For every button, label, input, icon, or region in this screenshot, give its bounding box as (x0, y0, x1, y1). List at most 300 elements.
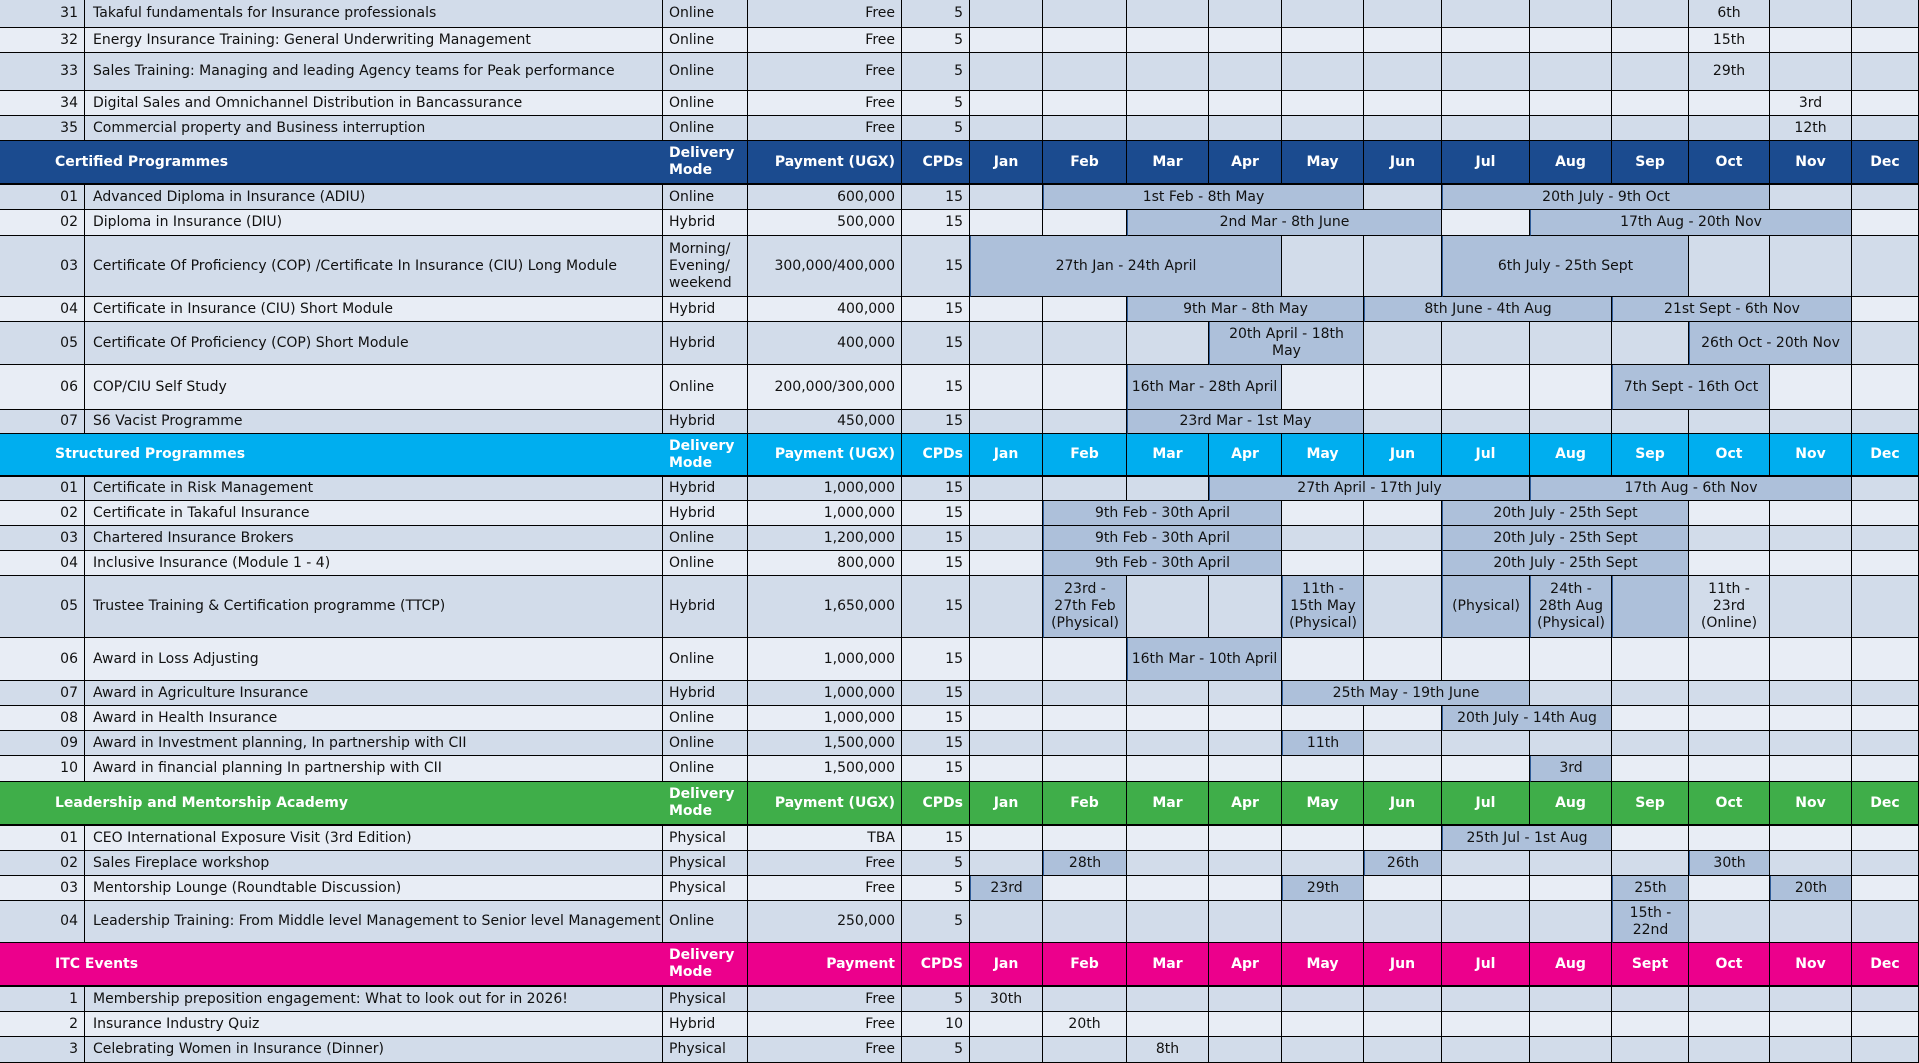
schedule-date-range[interactable] (1043, 1012, 1127, 1037)
schedule-empty-cell[interactable] (1530, 1037, 1612, 1063)
schedule-empty-cell[interactable] (1770, 1037, 1852, 1063)
schedule-empty-cell[interactable] (1364, 756, 1442, 782)
schedule-empty-cell[interactable] (1364, 1012, 1442, 1037)
schedule-empty-cell[interactable] (1209, 681, 1282, 706)
schedule-empty-cell[interactable] (1043, 706, 1127, 731)
schedule-empty-cell[interactable] (1364, 322, 1442, 365)
schedule-empty-cell[interactable] (1770, 576, 1852, 638)
schedule-empty-cell[interactable] (1043, 0, 1127, 28)
schedule-empty-cell[interactable] (1612, 322, 1689, 365)
schedule-empty-cell[interactable] (1364, 551, 1442, 576)
schedule-empty-cell[interactable] (1770, 526, 1852, 551)
schedule-date-range[interactable] (1442, 826, 1612, 851)
schedule-empty-cell[interactable] (1364, 576, 1442, 638)
programme-name[interactable] (85, 322, 663, 365)
schedule-date-range[interactable] (1689, 322, 1852, 365)
schedule-date-range[interactable] (1282, 876, 1364, 901)
schedule-empty-cell[interactable] (1689, 551, 1770, 576)
schedule-empty-cell[interactable] (1364, 731, 1442, 756)
schedule-empty-cell[interactable] (1852, 706, 1919, 731)
schedule-empty-cell[interactable] (1282, 901, 1364, 943)
schedule-empty-cell[interactable] (970, 706, 1043, 731)
schedule-empty-cell[interactable] (1689, 826, 1770, 851)
schedule-empty-cell[interactable] (1852, 551, 1919, 576)
schedule-empty-cell[interactable] (1282, 756, 1364, 782)
programme-name[interactable] (85, 551, 663, 576)
schedule-empty-cell[interactable] (1770, 638, 1852, 681)
programme-name[interactable] (85, 1012, 663, 1037)
schedule-empty-cell[interactable] (1364, 526, 1442, 551)
programme-name[interactable] (85, 1037, 663, 1063)
schedule-empty-cell[interactable] (1689, 116, 1770, 141)
schedule-empty-cell[interactable] (1770, 681, 1852, 706)
schedule-empty-cell[interactable] (1127, 756, 1209, 782)
schedule-empty-cell[interactable] (1442, 1037, 1530, 1063)
schedule-empty-cell[interactable] (1364, 53, 1442, 91)
schedule-empty-cell[interactable] (970, 1012, 1043, 1037)
schedule-date-range[interactable] (970, 987, 1043, 1012)
schedule-empty-cell[interactable] (1770, 987, 1852, 1012)
schedule-empty-cell[interactable] (1442, 28, 1530, 53)
schedule-empty-cell[interactable] (1612, 756, 1689, 782)
programme-name[interactable] (85, 410, 663, 434)
schedule-empty-cell[interactable] (1612, 410, 1689, 434)
schedule-empty-cell[interactable] (1770, 185, 1852, 210)
schedule-empty-cell[interactable] (1612, 987, 1689, 1012)
schedule-empty-cell[interactable] (1209, 731, 1282, 756)
schedule-empty-cell[interactable] (1612, 681, 1689, 706)
schedule-empty-cell[interactable] (1364, 901, 1442, 943)
schedule-empty-cell[interactable] (1689, 638, 1770, 681)
schedule-empty-cell[interactable] (1689, 901, 1770, 943)
schedule-empty-cell[interactable] (1127, 91, 1209, 116)
schedule-empty-cell[interactable] (1612, 706, 1689, 731)
programme-name[interactable] (85, 876, 663, 901)
schedule-empty-cell[interactable] (1209, 851, 1282, 876)
programme-name[interactable] (85, 297, 663, 322)
schedule-empty-cell[interactable] (970, 28, 1043, 53)
schedule-empty-cell[interactable] (1364, 185, 1442, 210)
schedule-empty-cell[interactable] (1689, 681, 1770, 706)
schedule-empty-cell[interactable] (1043, 876, 1127, 901)
schedule-empty-cell[interactable] (1770, 851, 1852, 876)
schedule-empty-cell[interactable] (1127, 116, 1209, 141)
schedule-empty-cell[interactable] (1209, 826, 1282, 851)
schedule-empty-cell[interactable] (1043, 116, 1127, 141)
schedule-date-range[interactable] (1043, 851, 1127, 876)
schedule-empty-cell[interactable] (1852, 0, 1919, 28)
schedule-empty-cell[interactable] (1127, 28, 1209, 53)
schedule-empty-cell[interactable] (1127, 1012, 1209, 1037)
schedule-empty-cell[interactable] (1209, 987, 1282, 1012)
schedule-empty-cell[interactable] (1852, 185, 1919, 210)
schedule-date-range[interactable] (1364, 297, 1612, 322)
schedule-empty-cell[interactable] (970, 116, 1043, 141)
schedule-empty-cell[interactable] (1127, 876, 1209, 901)
schedule-empty-cell[interactable] (1442, 876, 1530, 901)
programme-name[interactable] (85, 681, 663, 706)
schedule-date-range[interactable] (1530, 576, 1612, 638)
schedule-empty-cell[interactable] (1282, 526, 1364, 551)
schedule-date-range[interactable] (970, 876, 1043, 901)
schedule-date-range[interactable] (1442, 551, 1689, 576)
schedule-empty-cell[interactable] (1282, 706, 1364, 731)
schedule-date-range[interactable] (1530, 210, 1852, 236)
schedule-date-range[interactable] (1530, 756, 1612, 782)
schedule-empty-cell[interactable] (1043, 477, 1127, 501)
schedule-empty-cell[interactable] (1530, 53, 1612, 91)
schedule-empty-cell[interactable] (970, 731, 1043, 756)
schedule-empty-cell[interactable] (1127, 706, 1209, 731)
schedule-empty-cell[interactable] (1442, 0, 1530, 28)
schedule-empty-cell[interactable] (1612, 116, 1689, 141)
programme-name[interactable] (85, 0, 663, 28)
programme-name[interactable] (85, 91, 663, 116)
schedule-empty-cell[interactable] (1127, 53, 1209, 91)
schedule-empty-cell[interactable] (1530, 681, 1612, 706)
schedule-empty-cell[interactable] (1282, 28, 1364, 53)
schedule-empty-cell[interactable] (1612, 826, 1689, 851)
schedule-empty-cell[interactable] (1209, 0, 1282, 28)
schedule-empty-cell[interactable] (1127, 901, 1209, 943)
schedule-empty-cell[interactable] (1852, 851, 1919, 876)
schedule-empty-cell[interactable] (1770, 236, 1852, 297)
schedule-empty-cell[interactable] (1852, 53, 1919, 91)
schedule-empty-cell[interactable] (1852, 901, 1919, 943)
schedule-date-range[interactable] (1442, 526, 1689, 551)
schedule-date-range[interactable] (1689, 28, 1770, 53)
schedule-date-range[interactable] (1442, 236, 1689, 297)
programme-name[interactable] (85, 826, 663, 851)
schedule-date-range[interactable] (1442, 706, 1612, 731)
schedule-empty-cell[interactable] (1209, 876, 1282, 901)
schedule-empty-cell[interactable] (1282, 501, 1364, 526)
schedule-empty-cell[interactable] (1530, 638, 1612, 681)
schedule-empty-cell[interactable] (970, 681, 1043, 706)
schedule-empty-cell[interactable] (970, 851, 1043, 876)
schedule-empty-cell[interactable] (1612, 638, 1689, 681)
schedule-empty-cell[interactable] (1364, 1037, 1442, 1063)
schedule-date-range[interactable] (1689, 0, 1770, 28)
schedule-empty-cell[interactable] (1282, 638, 1364, 681)
schedule-empty-cell[interactable] (970, 576, 1043, 638)
schedule-empty-cell[interactable] (1209, 28, 1282, 53)
schedule-empty-cell[interactable] (970, 91, 1043, 116)
programme-name[interactable] (85, 756, 663, 782)
schedule-empty-cell[interactable] (1442, 731, 1530, 756)
schedule-empty-cell[interactable] (1612, 851, 1689, 876)
schedule-empty-cell[interactable] (1364, 706, 1442, 731)
schedule-empty-cell[interactable] (1770, 410, 1852, 434)
schedule-empty-cell[interactable] (1852, 826, 1919, 851)
schedule-empty-cell[interactable] (1043, 756, 1127, 782)
schedule-empty-cell[interactable] (1852, 297, 1919, 322)
programme-name[interactable] (85, 576, 663, 638)
schedule-empty-cell[interactable] (1282, 826, 1364, 851)
schedule-empty-cell[interactable] (1127, 576, 1209, 638)
schedule-empty-cell[interactable] (1043, 365, 1127, 410)
schedule-date-range[interactable] (970, 236, 1282, 297)
schedule-date-range[interactable] (1127, 210, 1442, 236)
schedule-empty-cell[interactable] (1209, 116, 1282, 141)
schedule-empty-cell[interactable] (1282, 116, 1364, 141)
schedule-empty-cell[interactable] (1852, 681, 1919, 706)
schedule-empty-cell[interactable] (1282, 551, 1364, 576)
schedule-date-range[interactable] (1442, 501, 1689, 526)
schedule-date-range[interactable] (1282, 576, 1364, 638)
programme-name[interactable] (85, 185, 663, 210)
schedule-empty-cell[interactable] (1442, 756, 1530, 782)
schedule-empty-cell[interactable] (1364, 28, 1442, 53)
schedule-empty-cell[interactable] (1530, 322, 1612, 365)
schedule-empty-cell[interactable] (970, 638, 1043, 681)
schedule-empty-cell[interactable] (1770, 53, 1852, 91)
schedule-date-range[interactable] (1770, 876, 1852, 901)
schedule-date-range[interactable] (1689, 576, 1770, 638)
schedule-empty-cell[interactable] (1770, 1012, 1852, 1037)
schedule-date-range[interactable] (1689, 851, 1770, 876)
schedule-empty-cell[interactable] (970, 826, 1043, 851)
schedule-empty-cell[interactable] (1282, 91, 1364, 116)
schedule-empty-cell[interactable] (1442, 53, 1530, 91)
schedule-empty-cell[interactable] (1530, 1012, 1612, 1037)
schedule-date-range[interactable] (1770, 91, 1852, 116)
schedule-empty-cell[interactable] (1282, 1037, 1364, 1063)
programme-name[interactable] (85, 53, 663, 91)
schedule-empty-cell[interactable] (1043, 210, 1127, 236)
schedule-empty-cell[interactable] (1689, 1012, 1770, 1037)
schedule-empty-cell[interactable] (1282, 236, 1364, 297)
programme-name[interactable] (85, 731, 663, 756)
schedule-empty-cell[interactable] (1209, 91, 1282, 116)
schedule-empty-cell[interactable] (1852, 987, 1919, 1012)
schedule-empty-cell[interactable] (1530, 410, 1612, 434)
schedule-empty-cell[interactable] (1770, 501, 1852, 526)
schedule-empty-cell[interactable] (1282, 365, 1364, 410)
schedule-empty-cell[interactable] (1770, 756, 1852, 782)
schedule-empty-cell[interactable] (1442, 987, 1530, 1012)
schedule-empty-cell[interactable] (970, 551, 1043, 576)
schedule-empty-cell[interactable] (1209, 756, 1282, 782)
schedule-empty-cell[interactable] (970, 185, 1043, 210)
schedule-date-range[interactable] (1612, 876, 1689, 901)
schedule-empty-cell[interactable] (1127, 851, 1209, 876)
schedule-empty-cell[interactable] (1770, 365, 1852, 410)
schedule-empty-cell[interactable] (970, 0, 1043, 28)
schedule-empty-cell[interactable] (970, 901, 1043, 943)
schedule-date-range[interactable] (1612, 901, 1689, 943)
schedule-date-range[interactable] (1043, 576, 1127, 638)
schedule-empty-cell[interactable] (1127, 987, 1209, 1012)
programme-name[interactable] (85, 116, 663, 141)
schedule-empty-cell[interactable] (1209, 53, 1282, 91)
programme-name[interactable] (85, 526, 663, 551)
schedule-empty-cell[interactable] (1852, 731, 1919, 756)
schedule-empty-cell[interactable] (1043, 826, 1127, 851)
schedule-empty-cell[interactable] (1442, 116, 1530, 141)
schedule-date-range[interactable] (1770, 116, 1852, 141)
schedule-empty-cell[interactable] (1043, 297, 1127, 322)
programme-name[interactable] (85, 28, 663, 53)
programme-name[interactable] (85, 501, 663, 526)
schedule-empty-cell[interactable] (1852, 756, 1919, 782)
schedule-empty-cell[interactable] (1364, 0, 1442, 28)
programme-name[interactable] (85, 851, 663, 876)
schedule-empty-cell[interactable] (1612, 53, 1689, 91)
schedule-empty-cell[interactable] (1127, 477, 1209, 501)
schedule-empty-cell[interactable] (1530, 28, 1612, 53)
schedule-empty-cell[interactable] (1364, 116, 1442, 141)
schedule-date-range[interactable] (1127, 365, 1282, 410)
programme-name[interactable] (85, 236, 663, 297)
schedule-empty-cell[interactable] (1689, 236, 1770, 297)
schedule-empty-cell[interactable] (1364, 638, 1442, 681)
schedule-empty-cell[interactable] (1530, 116, 1612, 141)
schedule-empty-cell[interactable] (1530, 876, 1612, 901)
schedule-date-range[interactable] (1442, 576, 1530, 638)
schedule-empty-cell[interactable] (1442, 1012, 1530, 1037)
schedule-empty-cell[interactable] (1442, 901, 1530, 943)
schedule-empty-cell[interactable] (1689, 706, 1770, 731)
schedule-empty-cell[interactable] (1852, 576, 1919, 638)
schedule-empty-cell[interactable] (1364, 826, 1442, 851)
schedule-empty-cell[interactable] (1364, 410, 1442, 434)
schedule-empty-cell[interactable] (1127, 681, 1209, 706)
schedule-empty-cell[interactable] (970, 410, 1043, 434)
schedule-date-range[interactable] (1043, 551, 1282, 576)
schedule-empty-cell[interactable] (1442, 365, 1530, 410)
schedule-empty-cell[interactable] (1442, 638, 1530, 681)
schedule-empty-cell[interactable] (970, 297, 1043, 322)
schedule-empty-cell[interactable] (1043, 1037, 1127, 1063)
schedule-date-range[interactable] (1364, 851, 1442, 876)
schedule-empty-cell[interactable] (1852, 501, 1919, 526)
schedule-empty-cell[interactable] (1689, 876, 1770, 901)
schedule-empty-cell[interactable] (1127, 826, 1209, 851)
schedule-empty-cell[interactable] (1852, 116, 1919, 141)
schedule-empty-cell[interactable] (1770, 706, 1852, 731)
schedule-empty-cell[interactable] (1852, 1012, 1919, 1037)
schedule-empty-cell[interactable] (1612, 91, 1689, 116)
schedule-empty-cell[interactable] (1282, 1012, 1364, 1037)
schedule-empty-cell[interactable] (1852, 410, 1919, 434)
schedule-empty-cell[interactable] (1689, 410, 1770, 434)
schedule-date-range[interactable] (1127, 410, 1364, 434)
schedule-empty-cell[interactable] (1043, 28, 1127, 53)
schedule-empty-cell[interactable] (1852, 28, 1919, 53)
schedule-empty-cell[interactable] (1852, 365, 1919, 410)
schedule-empty-cell[interactable] (1364, 876, 1442, 901)
schedule-empty-cell[interactable] (1770, 28, 1852, 53)
schedule-empty-cell[interactable] (1689, 526, 1770, 551)
schedule-empty-cell[interactable] (1127, 0, 1209, 28)
programme-name[interactable] (85, 638, 663, 681)
schedule-empty-cell[interactable] (1282, 987, 1364, 1012)
schedule-empty-cell[interactable] (970, 756, 1043, 782)
schedule-date-range[interactable] (1612, 365, 1770, 410)
schedule-empty-cell[interactable] (1043, 53, 1127, 91)
schedule-empty-cell[interactable] (1282, 53, 1364, 91)
schedule-date-range[interactable] (1127, 638, 1282, 681)
schedule-empty-cell[interactable] (1043, 91, 1127, 116)
schedule-empty-cell[interactable] (1530, 901, 1612, 943)
schedule-empty-cell[interactable] (1364, 365, 1442, 410)
schedule-empty-cell[interactable] (1612, 0, 1689, 28)
schedule-empty-cell[interactable] (1530, 851, 1612, 876)
schedule-date-range[interactable] (1127, 1037, 1209, 1063)
schedule-empty-cell[interactable] (1530, 987, 1612, 1012)
schedule-date-range[interactable] (1043, 185, 1364, 210)
schedule-date-range[interactable] (1043, 526, 1282, 551)
schedule-empty-cell[interactable] (1612, 731, 1689, 756)
schedule-date-range[interactable] (1209, 322, 1364, 365)
schedule-empty-cell[interactable] (970, 477, 1043, 501)
schedule-empty-cell[interactable] (1043, 901, 1127, 943)
schedule-empty-cell[interactable] (970, 365, 1043, 410)
schedule-empty-cell[interactable] (1689, 501, 1770, 526)
schedule-empty-cell[interactable] (1612, 1012, 1689, 1037)
schedule-empty-cell[interactable] (970, 526, 1043, 551)
programme-name[interactable] (85, 706, 663, 731)
schedule-empty-cell[interactable] (1689, 91, 1770, 116)
schedule-empty-cell[interactable] (1530, 91, 1612, 116)
schedule-empty-cell[interactable] (1127, 322, 1209, 365)
schedule-empty-cell[interactable] (1364, 501, 1442, 526)
programme-name[interactable] (85, 987, 663, 1012)
schedule-empty-cell[interactable] (1209, 576, 1282, 638)
programme-name[interactable] (85, 901, 663, 943)
schedule-empty-cell[interactable] (1770, 0, 1852, 28)
programme-name[interactable] (85, 210, 663, 236)
schedule-empty-cell[interactable] (970, 210, 1043, 236)
schedule-date-range[interactable] (1282, 731, 1364, 756)
schedule-date-range[interactable] (1530, 477, 1852, 501)
schedule-empty-cell[interactable] (1770, 551, 1852, 576)
schedule-empty-cell[interactable] (1612, 28, 1689, 53)
schedule-empty-cell[interactable] (1043, 987, 1127, 1012)
schedule-empty-cell[interactable] (1442, 210, 1530, 236)
programme-name[interactable] (85, 365, 663, 410)
schedule-empty-cell[interactable] (1530, 365, 1612, 410)
schedule-empty-cell[interactable] (1209, 1012, 1282, 1037)
schedule-empty-cell[interactable] (1282, 851, 1364, 876)
schedule-empty-cell[interactable] (1530, 0, 1612, 28)
schedule-empty-cell[interactable] (1043, 731, 1127, 756)
schedule-date-range[interactable] (1282, 681, 1530, 706)
schedule-empty-cell[interactable] (1442, 91, 1530, 116)
schedule-empty-cell[interactable] (1770, 826, 1852, 851)
schedule-empty-cell[interactable] (1852, 876, 1919, 901)
schedule-date-range[interactable] (1612, 297, 1852, 322)
schedule-empty-cell[interactable] (1442, 322, 1530, 365)
schedule-empty-cell[interactable] (1852, 477, 1919, 501)
schedule-date-range[interactable] (1442, 185, 1770, 210)
programme-name[interactable] (85, 477, 663, 501)
schedule-empty-cell[interactable] (1530, 731, 1612, 756)
schedule-empty-cell[interactable] (1689, 731, 1770, 756)
schedule-empty-cell[interactable] (1364, 236, 1442, 297)
schedule-empty-cell[interactable] (1043, 681, 1127, 706)
schedule-empty-cell[interactable] (1689, 987, 1770, 1012)
schedule-empty-cell[interactable] (1689, 1037, 1770, 1063)
schedule-empty-cell[interactable] (970, 1037, 1043, 1063)
schedule-empty-cell[interactable] (1770, 901, 1852, 943)
schedule-empty-cell[interactable] (1209, 901, 1282, 943)
schedule-date-range[interactable] (1612, 576, 1689, 638)
schedule-date-range[interactable] (1209, 477, 1530, 501)
schedule-empty-cell[interactable] (1852, 236, 1919, 297)
schedule-empty-cell[interactable] (1043, 410, 1127, 434)
